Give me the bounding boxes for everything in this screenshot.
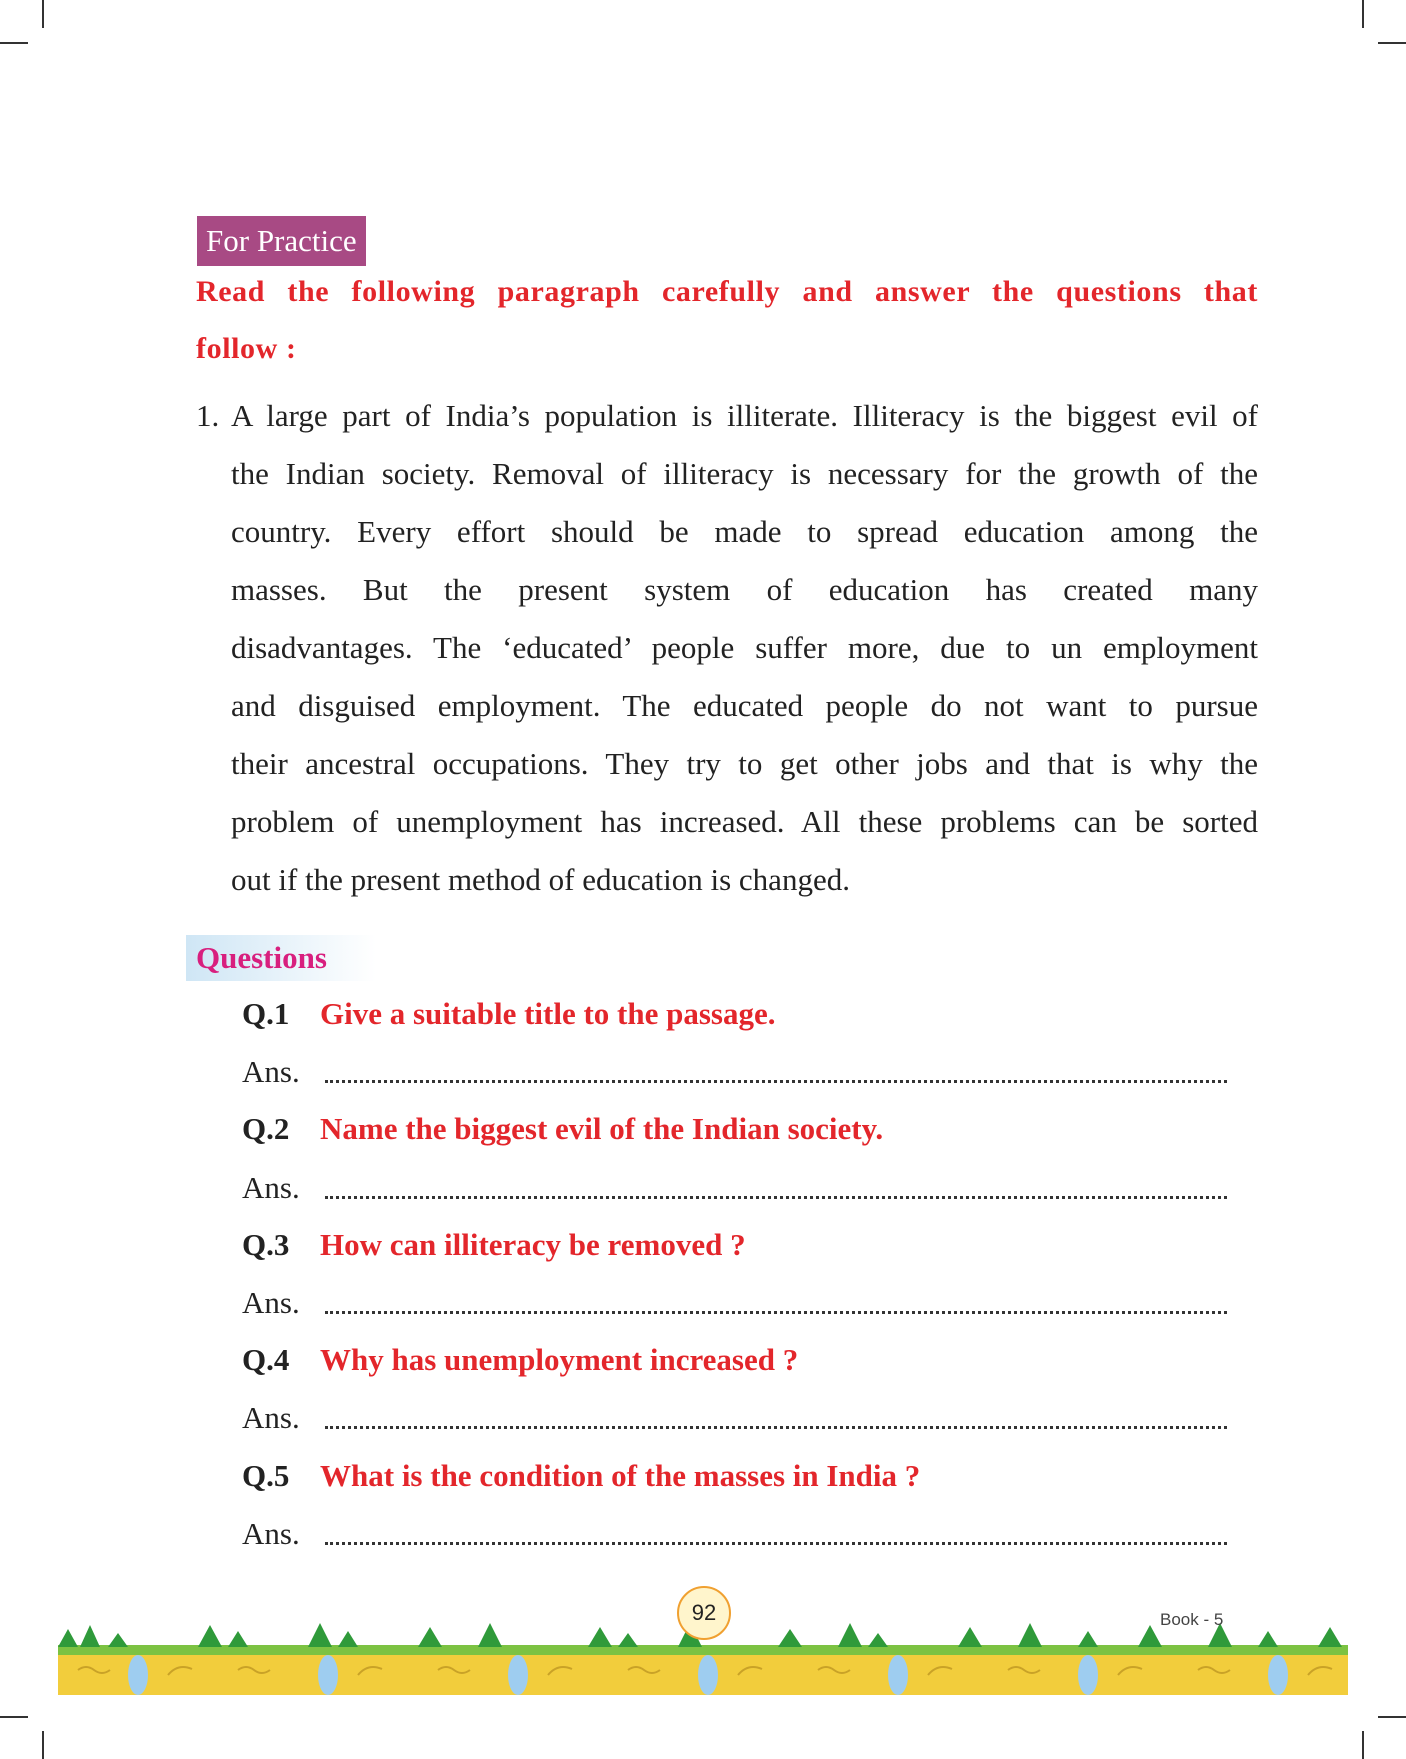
passage-line: out if the present method of education is changed. [231, 862, 850, 897]
question-number: Q.2 [242, 1111, 290, 1146]
passage-line: their ancestral occupations. They try to get other jobs and that is why the [231, 746, 1258, 781]
instruction-line-1: Read the following paragraph carefully and answer the questions that [196, 275, 1258, 308]
question-text: Why has unemployment increased ? [320, 1342, 799, 1377]
answer-label: Ans. [242, 1516, 300, 1551]
question-number: Q.5 [242, 1458, 290, 1493]
book-label: Book - 5 [1160, 1610, 1224, 1629]
passage-line: and disguised employment. The educated people do not want to pursue [231, 688, 1258, 723]
passage-line: problem of unemployment has increased. All these problems can be sorted [231, 804, 1258, 839]
page-number: 92 [677, 1586, 731, 1640]
question-3 [242, 1227, 746, 1263]
question-2 [242, 1111, 883, 1147]
passage-line: disadvantages. The ‘educated’ people suffer more, due to un employment [231, 630, 1258, 665]
answer-label: Ans. [242, 1170, 300, 1205]
answer-label: Ans. [242, 1285, 300, 1320]
answer-line[interactable] [325, 1542, 1227, 1545]
question-4 [242, 1342, 798, 1378]
crop-mark [1362, 0, 1364, 28]
passage-number: 1. [196, 398, 220, 433]
answer-label: Ans. [242, 1054, 300, 1089]
question-text: How can illiteracy be removed ? [320, 1227, 746, 1262]
answer-line[interactable] [325, 1426, 1227, 1429]
answer-line[interactable] [325, 1311, 1227, 1314]
crop-mark [0, 42, 28, 44]
question-text: Give a suitable title to the passage. [320, 996, 776, 1031]
crop-mark [42, 0, 44, 28]
answer-line[interactable] [325, 1080, 1227, 1083]
passage-line: country. Every effort should be made to spread education among the [231, 514, 1258, 549]
instruction-line-2: follow : [196, 332, 297, 365]
question-text: Name the biggest evil of the Indian society. [320, 1111, 884, 1146]
question-number: Q.3 [242, 1227, 290, 1262]
question-text: What is the condition of the masses in India ? [320, 1458, 921, 1493]
passage-line: masses. But the present system of education has created many [231, 572, 1258, 607]
question-5 [242, 1458, 920, 1494]
question-number: Q.1 [242, 996, 290, 1031]
crop-mark [1362, 1731, 1364, 1759]
question-number: Q.4 [242, 1342, 290, 1377]
answer-label: Ans. [242, 1400, 300, 1435]
passage-line: the Indian society. Removal of illiteracy is necessary for the growth of the [231, 456, 1258, 491]
crop-mark [42, 1731, 44, 1759]
crop-mark [0, 1716, 28, 1718]
question-1 [242, 996, 776, 1032]
crop-mark [1378, 42, 1406, 44]
passage-line: A large part of India’s population is illiterate. Illiteracy is the biggest evil of [231, 398, 1258, 433]
answer-line[interactable] [325, 1196, 1227, 1199]
crop-mark [1378, 1716, 1406, 1718]
passage [231, 387, 1258, 909]
for-practice-badge: For Practice [197, 216, 366, 266]
questions-heading: Questions [186, 935, 376, 981]
